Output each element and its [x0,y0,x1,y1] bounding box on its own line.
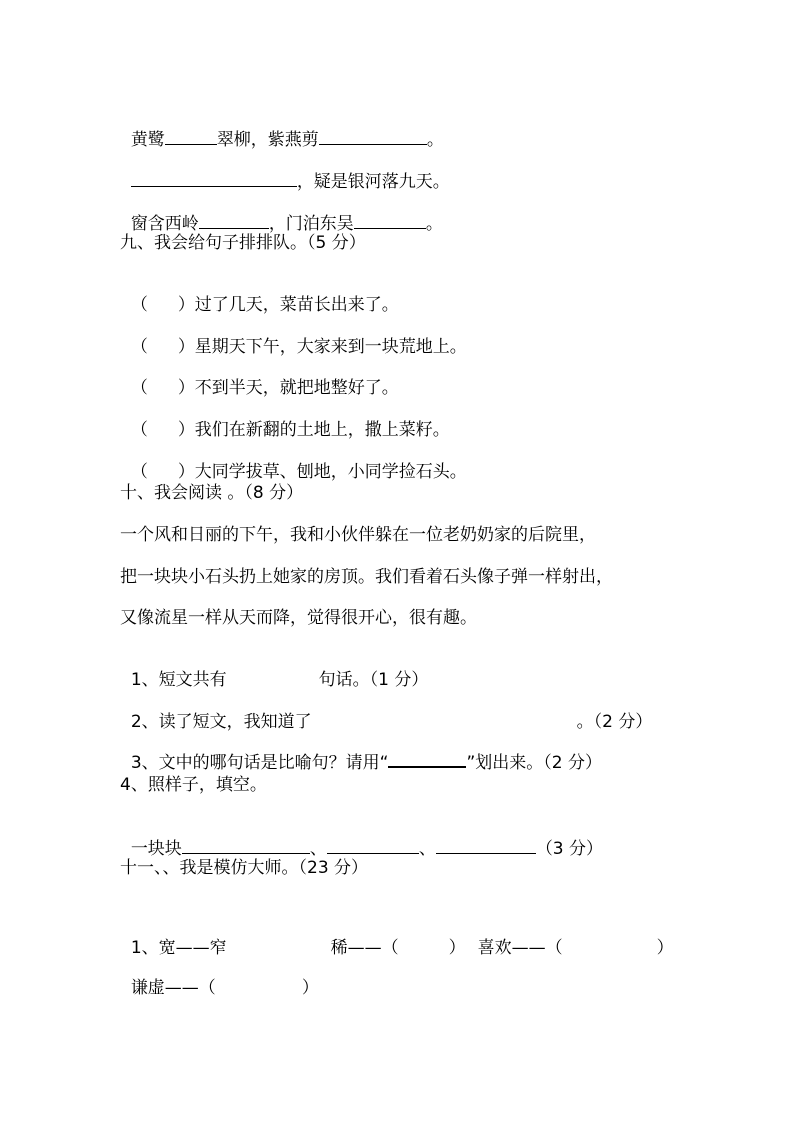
passage-line: 又像流星一样从天而降，觉得很开心，很有趣。 [120,608,477,628]
answer-blank[interactable] [199,212,269,229]
order-text: ）不到半天，就把地整好了。 [177,378,399,398]
paren-close: ） [448,938,466,958]
poem-line-2 [120,150,450,192]
antonym-prompt: 喜欢——（ [477,938,563,958]
order-text: ）星期天下午，大家来到一块荒地上。 [177,337,467,357]
answer-blank[interactable] [436,837,536,854]
antonym-prompt: 谦虚——（ [130,978,216,998]
paren-open: （ [130,295,148,315]
question-text: 3、文中的哪句话是比喻句？请用“ [130,753,389,773]
poem-text: ，疑是银河落九天。 [296,172,450,192]
poem-text: 窗含西岭 [130,214,199,234]
order-item [120,400,450,440]
question-text: 2、读了短文，我知道了 [130,712,312,732]
answer-blank[interactable] [131,170,297,187]
order-item [120,442,467,482]
paren-close: ） [656,938,674,958]
answer-blank[interactable] [327,837,419,854]
antonym-row-2 [120,958,319,998]
poem-text: 翠柳，紫燕剪 [216,130,319,150]
paren-open: （ [130,420,148,440]
order-item [120,275,399,315]
question-text: 1、短文共有 [130,670,227,690]
poem-text: ，门泊东吴 [268,214,354,234]
poem-text: 。 [425,214,443,234]
question-1 [120,650,428,690]
order-text: ）我们在新翻的土地上，撒上菜籽。 [177,420,450,440]
section-9-title: 九、我会给句子排排队。（5 分） [120,233,366,253]
answer-blank[interactable] [354,212,426,229]
separator: 、 [309,839,327,859]
antonym-row-1 [120,918,674,958]
poem-text: 黄鹭 [130,130,165,150]
passage-line: 把一块块小石头扔上她家的房顶。我们看着石头像子弹一样射出， [120,567,613,587]
poem-line-1 [120,108,444,150]
paren-close: ） [301,978,319,998]
passage-line: 一个风和日丽的下午，我和小伙伴躲在一位老奶奶家的后院里， [120,525,596,545]
question-3 [120,733,602,773]
question-2 [120,692,652,732]
paren-open: （ [130,337,148,357]
section-10-title: 十、我会阅读 。（8 分） [120,483,304,503]
score-note: （3 分） [535,839,604,859]
question-text: 一块块 [130,839,182,859]
underline-sample [388,755,466,768]
question-4: 4、照样子，填空。 [120,775,267,795]
question-text: ”划出来。（2 分） [466,753,602,773]
separator: 、 [418,839,436,859]
antonym-example: 1、宽——窄 [130,938,227,958]
order-item [120,317,467,357]
order-item [120,358,399,398]
paren-open: （ [130,378,148,398]
question-5 [120,817,603,859]
order-text: ）过了几天，菜苗长出来了。 [177,295,399,315]
answer-blank[interactable] [182,837,310,854]
paren-open: （ [130,462,148,482]
section-11-title: 十一、、我是模仿大师。（23 分） [120,858,369,878]
poem-line-3 [120,192,443,234]
answer-blank[interactable] [319,128,427,145]
question-text: 句话。（1 分） [318,670,429,690]
antonym-prompt: 稀——（ [330,938,399,958]
poem-text: 。 [426,130,444,150]
answer-blank[interactable] [165,128,217,145]
question-text: 。（2 分） [576,712,653,732]
order-text: ）大同学拔草、刨地，小同学捡石头。 [177,462,467,482]
